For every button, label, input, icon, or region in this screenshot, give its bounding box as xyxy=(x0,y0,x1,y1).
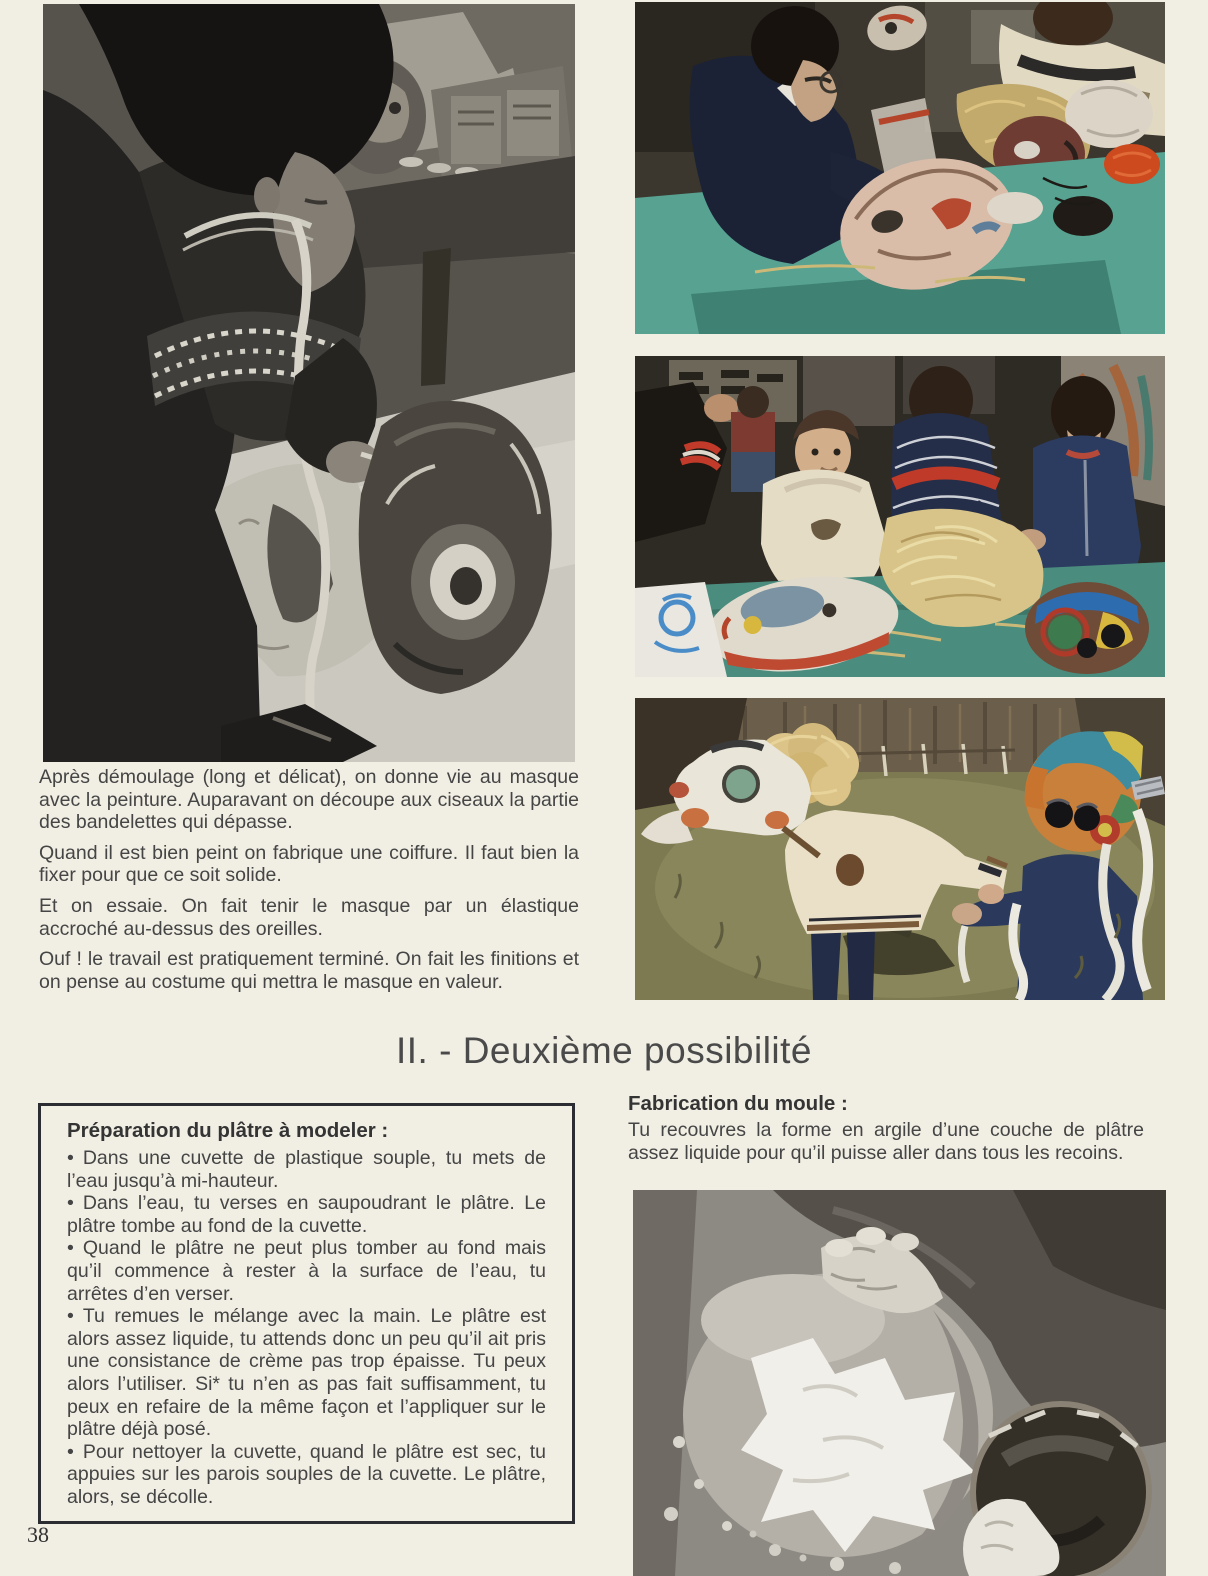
bullet-item xyxy=(67,1237,546,1305)
bullet-text: Dans l’eau, tu verses en saupoudrant le plâtre. Le plâtre tombe au fond de la cuvette. xyxy=(67,1192,546,1237)
intro-paragraph: Et on essaie. On fait tenir le masque par un élastique accroché au-dessus des oreilles. xyxy=(39,894,579,940)
bullet-item xyxy=(67,1441,546,1509)
bullet-text: Tu remues le mélange avec la main. Le plâtre est alors assez liquide, tu attends donc un peu qu’il ait pris une consistance de crème pas trop épaisse. Tu peux alors l’utiliser. Si* tu n’en as pas fait suffisamment, tu peux en refaire de la même façon et l’appliquer sur le plâtre déjà posé. xyxy=(67,1305,546,1441)
photo-mask-decorating-table xyxy=(635,2,1165,334)
photo-straw-stuffing-art xyxy=(635,356,1165,677)
intro-paragraph: Après démoulage (long et délicat), on donne vie au masque avec la peinture. Auparavant on découpe aux ciseaux la partie des bandelettes qui dépasse. xyxy=(39,766,579,834)
bullet-icon: • xyxy=(67,1237,74,1260)
photo-plaster-application xyxy=(633,1190,1166,1576)
mould-column-title: Fabrication du moule : xyxy=(628,1092,848,1115)
bullet-item xyxy=(67,1192,546,1237)
photo-masks-outdoors-art xyxy=(635,698,1165,1000)
section-heading: II. - Deuxième possibilité xyxy=(395,1030,813,1071)
bullet-icon: • xyxy=(67,1192,74,1215)
photo-child-painting-mask-art xyxy=(43,4,575,762)
bullet-text: Pour nettoyer la cuvette, quand le plâtre est sec, tu appuies sur les parois souples de la cuvette. Le plâtre, alors, se décolle. xyxy=(67,1440,546,1508)
intro-paragraph: Quand il est bien peint on fabrique une coiffure. Il faut bien la fixer pour que ce soit solide. xyxy=(39,841,579,887)
mould-column xyxy=(628,1092,1144,1164)
intro-paragraph: Ouf ! le travail est pratiquement terminé. On fait les finitions et on pense au costume qui mettra le masque en valeur. xyxy=(39,948,579,993)
photo-plaster-application-art xyxy=(633,1190,1166,1576)
bullet-text: Dans une cuvette de plastique souple, tu mets de l’eau jusqu’à mi-hauteur. xyxy=(67,1147,546,1192)
bullet-icon: • xyxy=(67,1305,74,1328)
bullet-item xyxy=(67,1147,546,1192)
bullet-icon: • xyxy=(67,1147,74,1169)
intro-text-block xyxy=(39,766,579,993)
bullet-text: Quand le plâtre ne peut plus tomber au fond mais qu’il commence à rester à la surface de l’eau, tu arrêtes d’en verser. xyxy=(67,1237,546,1305)
photo-straw-stuffing xyxy=(635,356,1165,677)
bullet-item xyxy=(67,1305,546,1441)
plaster-box-title: Préparation du plâtre à modeler : xyxy=(67,1119,389,1142)
photo-child-painting-mask xyxy=(43,4,575,762)
photo-mask-decorating-table-art xyxy=(635,2,1165,334)
plaster-preparation-box xyxy=(38,1103,575,1524)
mould-column-text: Tu recouvres la forme en argile d’une couche de plâtre assez liquide pour qu’il puisse aller dans tous les recoins. xyxy=(628,1119,1144,1164)
photo-masks-outdoors xyxy=(635,698,1165,1000)
page-number: 38 xyxy=(27,1522,49,1547)
bullet-icon: • xyxy=(67,1440,74,1463)
